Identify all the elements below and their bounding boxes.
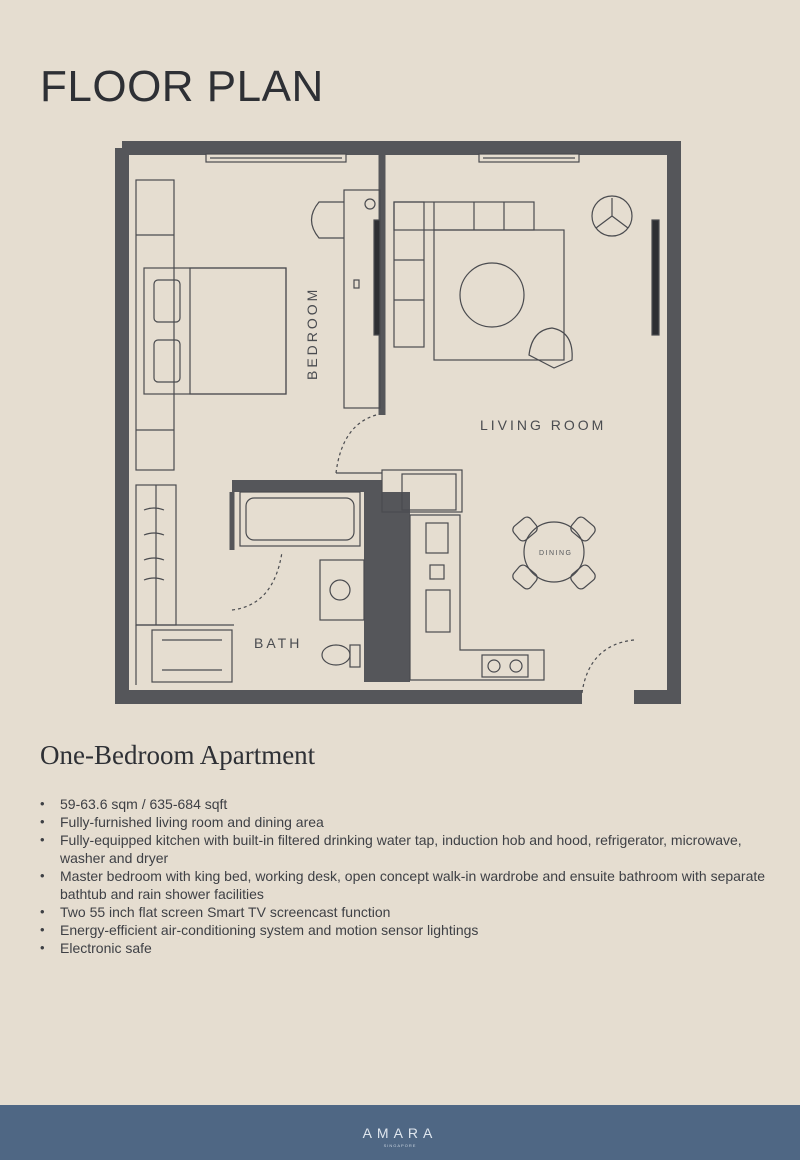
brand-name: AMARA: [362, 1124, 438, 1141]
feature-item: • Master bedroom with king bed, working desk, open concept walk-in wardrobe and ensuite bathroom with separate bathtub and rain shower facilities: [40, 867, 770, 903]
unit-type-heading: One-Bedroom Apartment: [40, 740, 316, 770]
label-bath: BATH: [254, 635, 303, 651]
bath-wall: [232, 480, 382, 492]
tv-bedroom: [374, 220, 380, 335]
label-bedroom: BEDROOM: [304, 286, 320, 380]
floor-plan: [114, 140, 684, 705]
coffee-table: [460, 263, 524, 327]
armchair: [529, 328, 572, 368]
bedroom-door: [336, 415, 376, 473]
feature-item: • 59-63.6 sqm / 635-684 sqft: [40, 795, 770, 813]
feature-item: • Two 55 inch flat screen Smart TV screencast function: [40, 903, 770, 921]
tv-living: [652, 220, 659, 335]
king-bed: [144, 268, 286, 394]
wardrobe: [136, 180, 174, 470]
footer-bar: [0, 1105, 800, 1160]
brand-subtitle: SINGAPORE: [383, 1142, 417, 1148]
feature-list: [40, 795, 770, 957]
page-title: FLOOR PLAN: [40, 62, 324, 111]
feature-item: • Fully-equipped kitchen with built-in filtered drinking water tap, induction hob and hood, refrigerator, microwave, washer and dryer: [40, 831, 770, 867]
wet-wall: [364, 492, 410, 682]
vanity: [320, 560, 364, 620]
label-dining: DINING: [539, 550, 573, 557]
sofa: [394, 202, 534, 230]
brand-logo: [362, 1124, 438, 1148]
bathtub: [240, 492, 360, 546]
entry-door: [582, 640, 634, 693]
fridge: [402, 474, 456, 510]
bath-door: [232, 552, 282, 610]
toilet: [322, 645, 350, 665]
shower: [152, 630, 232, 682]
label-living-room: LIVING ROOM: [480, 417, 607, 433]
feature-item: • Fully-furnished living room and dining area: [40, 813, 770, 831]
feature-item: • Electronic safe: [40, 939, 770, 957]
hob: [482, 655, 528, 677]
floor-plan-drawing: [114, 140, 684, 705]
rug: [434, 230, 564, 360]
feature-item: • Energy-efficient air-conditioning system and motion sensor lightings: [40, 921, 770, 939]
